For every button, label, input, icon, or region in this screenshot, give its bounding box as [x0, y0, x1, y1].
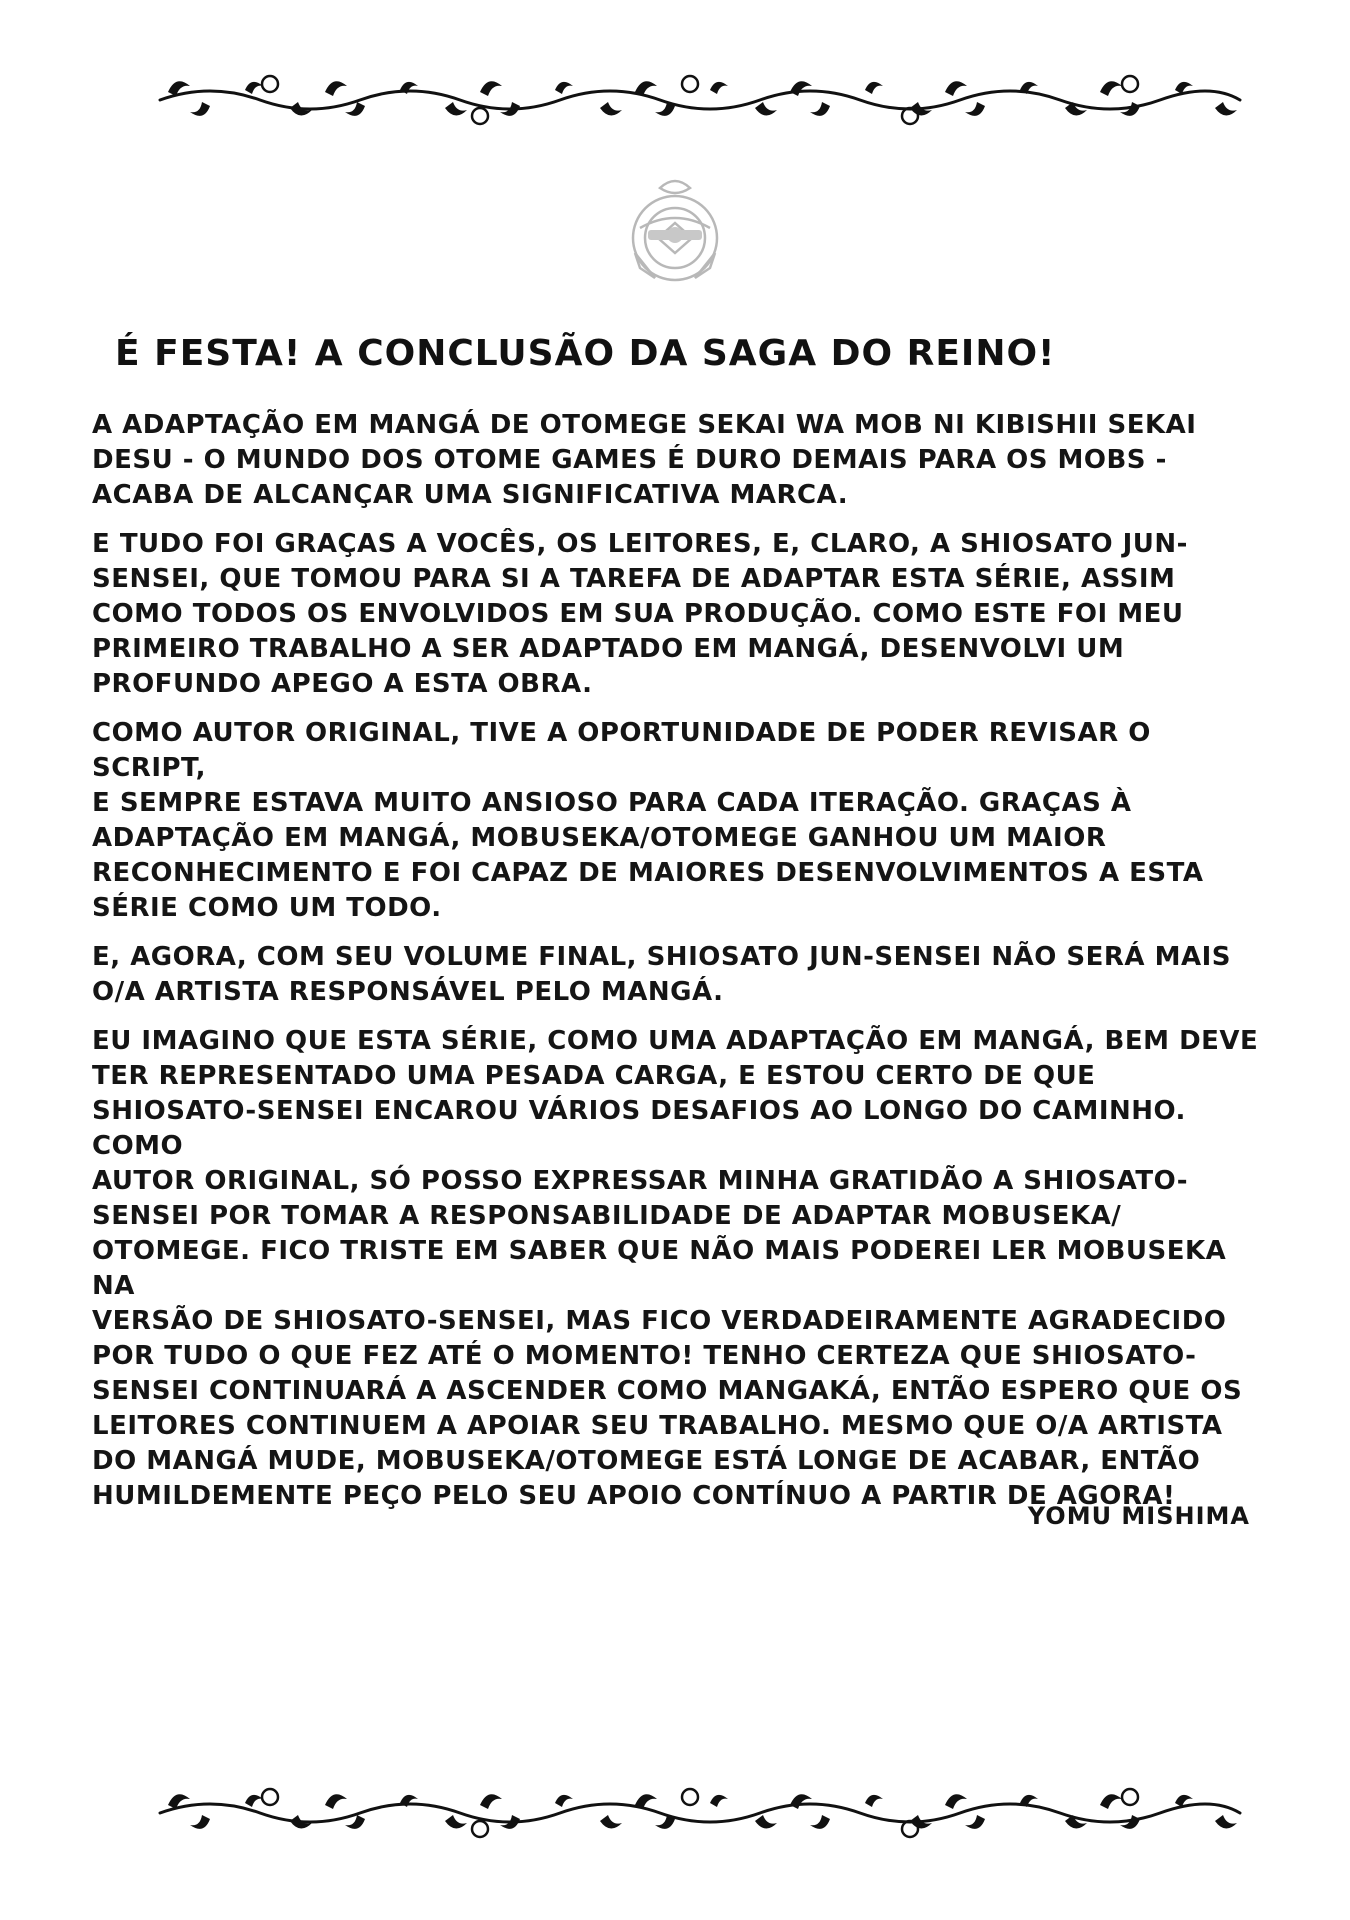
page-title: É FESTA! A CONCLUSÃO DA SAGA DO REINO!: [115, 333, 1056, 374]
top-floral-border-icon: [150, 62, 1250, 132]
paragraph-1: A ADAPTAÇÃO EM MANGÁ DE OTOMEGE SEKAI WA MOB NI KIBISHII SEKAI DESU - O MUNDO DOS OTOME GAMES É DURO DEMAIS PARA OS MOBS - ACABA DE ALCANÇAR UMA SIGNIFICATIVA MARCA.: [92, 410, 1197, 510]
paragraph-2: E TUDO FOI GRAÇAS A VOCÊS, OS LEITORES, E, CLARO, A SHIOSATO JUN- SENSEI, QUE TOMOU PARA SI A TAREFA DE ADAPTAR ESTA SÉRIE, ASSIM COMO TODOS OS ENVOLVIDOS EM SUA PRODUÇÃO. COMO ESTE FOI MEU PRIMEIRO TRABALHO A SER ADAPTADO EM MANGÁ, DESENVOLVI UM PROFUNDO APEGO A ESTA OBRA.: [92, 529, 1188, 699]
article-body: [92, 408, 1272, 1528]
paragraph-4: E, AGORA, COM SEU VOLUME FINAL, SHIOSATO JUN-SENSEI NÃO SERÁ MAIS O/A ARTISTA RESPONSÁVEL PELO MANGÁ.: [92, 942, 1231, 1007]
paragraph-3: COMO AUTOR ORIGINAL, TIVE A OPORTUNIDADE DE PODER REVISAR O SCRIPT, E SEMPRE ESTAVA MUITO ANSIOSO PARA CADA ITERAÇÃO. GRAÇAS À ADAPTAÇÃO EM MANGÁ, MOBUSEKA/OTOMEGE GANHOU UM MAIOR RECONHECIMENTO E FOI CAPAZ DE MAIORES DESENVOLVIMENTOS A ESTA SÉRIE COMO UM TODO.: [92, 718, 1204, 923]
paragraph-5: EU IMAGINO QUE ESTA SÉRIE, COMO UMA ADAPTAÇÃO EM MANGÁ, BEM DEVE TER REPRESENTADO UMA PESADA CARGA, E ESTOU CERTO DE QUE SHIOSATO-SENSEI ENCAROU VÁRIOS DESAFIOS AO LONGO DO CAMINHO. COMO AUTOR ORIGINAL, SÓ POSSO EXPRESSAR MINHA GRATIDÃO A SHIOSATO- SENSEI POR TOMAR A RESPONSABILIDADE DE ADAPTAR MOBUSEKA/ OTOMEGE. FICO TRISTE EM SABER QUE NÃO MAIS PODEREI LER MOBUSEKA NA VERSÃO DE SHIOSATO-SENSEI, MAS FICO VERDADEIRAMENTE AGRADECIDO POR TUDO O QUE FEZ ATÉ O MOMENTO! TENHO CERTEZA QUE SHIOSATO- SENSEI CONTINUARÁ A ASCENDER COMO MANGAKÁ, ENTÃO ESPERO QUE OS LEITORES CONTINUEM A APOIAR SEU TRABALHO. MESMO QUE O/A ARTISTA DO MANGÁ MUDE, MOBUSEKA/OTOMEGE ESTÁ LONGE DE ACABAR, ENTÃO HUMILDEMENTE PEÇO PELO SEU APOIO CONTÍNUO A PARTIR DE AGORA!: [92, 1026, 1259, 1511]
author-signature: YOMU MISHIMA: [1027, 1502, 1250, 1530]
bottom-floral-border-icon: [150, 1775, 1250, 1845]
character-emblem-icon: [610, 168, 740, 298]
